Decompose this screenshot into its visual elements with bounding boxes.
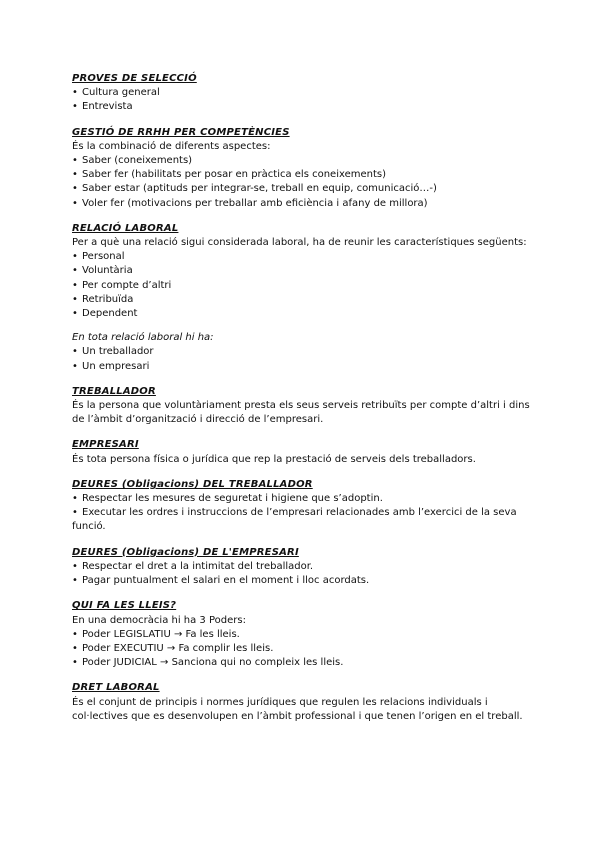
bullet-glyph: • (72, 575, 78, 587)
bullet-glyph: • (72, 251, 78, 263)
bullet-list (72, 345, 532, 373)
section-heading: TREBALLADOR (72, 385, 156, 397)
bullet-glyph: • (72, 293, 78, 305)
bullet-glyph: • (72, 628, 78, 640)
bullet-glyph: • (72, 183, 78, 195)
bullet-glyph: • (72, 308, 78, 320)
bullet-glyph: • (72, 507, 78, 519)
document-page (72, 72, 532, 735)
section-empresari (72, 438, 532, 466)
section-heading: GESTIÓ DE RRHH PER COMPETÈNCIES (72, 126, 290, 138)
bullet-list (72, 154, 532, 211)
bullet-glyph: • (72, 169, 78, 181)
list-item: • Voluntària (72, 264, 532, 278)
section-paragraph: És tota persona física o jurídica que rep la prestació de serveis dels treballadors. (72, 453, 476, 465)
section-paragraph: És la persona que voluntàriament presta els seus serveis retribuïts per compte d’altri i dins de l’àmbit d’organització i direcció de l’empresari. (72, 400, 530, 426)
section-intro: Per a què una relació sigui considerada laboral, ha de reunir les característiques següents: (72, 237, 527, 249)
section-heading: DEURES (Obligacions) DEL TREBALLADOR (72, 478, 313, 490)
section-heading: EMPRESARI (72, 439, 139, 451)
list-item: • Poder JUDICIAL → Sanciona qui no compleix les lleis. (72, 656, 532, 670)
list-item: • Per compte d’altri (72, 279, 532, 293)
bullet-glyph: • (72, 87, 78, 99)
bullet-glyph: • (72, 265, 78, 277)
bullet-list (72, 560, 532, 588)
list-item: • Dependent (72, 307, 532, 321)
section-heading: QUI FA LES LLEIS? (72, 600, 177, 612)
section-paragraph: És el conjunt de principis i normes jurídiques que regulen les relacions individuals i col·lectives que es desenvolupen en l’àmbit professional i que tenen l’origen en el treball. (72, 696, 523, 722)
section-heading: PROVES DE SELECCIÓ (72, 73, 197, 84)
section-proves-seleccio (72, 72, 532, 115)
list-item: • Executar les ordres i instruccions de l’empresari relacionades amb l’exercici de la seva funció. (72, 507, 517, 533)
bullet-glyph: • (72, 560, 78, 572)
list-item: • Respectar les mesures de seguretat i higiene que s’adoptin. (72, 492, 532, 506)
list-item: • Cultura general (72, 86, 532, 100)
list-item: • Un empresari (72, 360, 532, 374)
bullet-glyph: • (72, 346, 78, 358)
section-intro: És la combinació de diferents aspectes: (72, 140, 271, 152)
bullet-glyph: • (72, 155, 78, 167)
bullet-list (72, 86, 532, 114)
bullet-glyph: • (72, 197, 78, 209)
section-deures-treballador (72, 478, 532, 535)
list-item: • Respectar el dret a la intimitat del treballador. (72, 560, 532, 574)
list-item: • Saber fer (habilitats per posar en pràctica els coneixements) (72, 168, 532, 182)
bullet-list (72, 628, 532, 671)
bullet-glyph: • (72, 101, 78, 113)
section-deures-empresari (72, 546, 532, 589)
section-heading: RELACIÓ LABORAL (72, 222, 179, 234)
section-gestio-rrhh (72, 126, 532, 211)
bullet-glyph: • (72, 493, 78, 505)
section-intro: En una democràcia hi ha 3 Poders: (72, 614, 246, 626)
section-dret-laboral (72, 681, 532, 724)
bullet-glyph: • (72, 642, 78, 654)
bullet-glyph: • (72, 279, 78, 291)
section-heading: DRET LABORAL (72, 682, 160, 694)
list-item: • Entrevista (72, 100, 532, 114)
list-item: • Un treballador (72, 345, 532, 359)
list-item: • Poder LEGISLATIU → Fa les lleis. (72, 628, 532, 642)
section-treballador (72, 385, 532, 428)
section-qui-fa-lleis (72, 599, 532, 670)
bullet-list (72, 250, 532, 321)
list-item: • Retribuïda (72, 293, 532, 307)
list-item: • Personal (72, 250, 532, 264)
list-item: • Voler fer (motivacions per treballar amb eficiència i afany de millora) (72, 197, 532, 211)
list-item: • Pagar puntualment el salari en el moment i lloc acordats. (72, 574, 532, 588)
list-item: • Saber estar (aptituds per integrar-se, treball en equip, comunicació…-) (72, 182, 532, 196)
bullet-glyph: • (72, 360, 78, 372)
section-heading: DEURES (Obligacions) DE L'EMPRESARI (72, 546, 299, 558)
section-relacio-laboral (72, 222, 532, 374)
list-item: • Poder EXECUTIU → Fa complir les lleis. (72, 642, 532, 656)
section-subtitle: En tota relació laboral hi ha: (72, 332, 214, 344)
bullet-list (72, 492, 532, 535)
bullet-glyph: • (72, 657, 78, 669)
list-item: • Saber (coneixements) (72, 154, 532, 168)
